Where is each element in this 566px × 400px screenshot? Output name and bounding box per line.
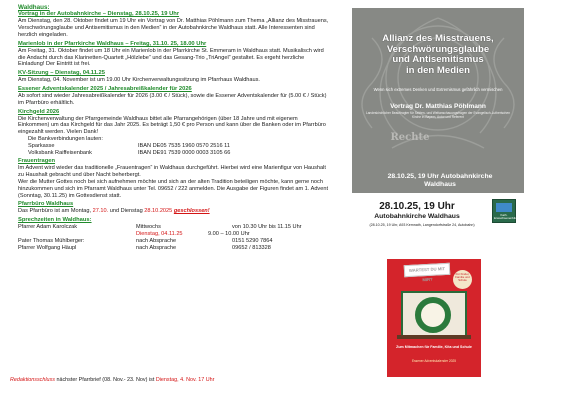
sprechzeiten-row: [18, 238, 330, 245]
kirchgeld-block: [18, 109, 330, 157]
advent-badge: Für Kinder, Familie und Schule: [453, 270, 472, 289]
frauentragen-title: Frauentragen: [18, 158, 56, 165]
advent-section-text: Ab sofort sind wieder Jahresabreißkalender für 2026 (3.00 € / Stück), sowie die Essener Adventskalender für (5.00 € / Stück) im Pfarrbüro erhältlich.: [18, 92, 327, 106]
bank-iban: IBAN DE05 7535 1960 0570 2516 11: [138, 142, 230, 149]
marienlob-text: Am Freitag, 31. Oktober findet um 18 Uhr ein Marienlob in der Pfarrkirche St. Emmeram in Waldhaus statt. Musikalisch wird die Andacht durch das Klarinetten-Quartett „Hölzlebe“ und das Gesang-Trio „TriAngel“ gestaltet. Es ergeht herzliche Einladung! Der Eintritt ist frei.: [18, 47, 324, 68]
banks-intro: Die Bankverbindungen lauten:: [28, 135, 103, 142]
vortrag-title: Vortrag in der Autobahnkirche – Dienstag, 28.10.25, 19 Uhr: [18, 11, 180, 18]
vortrag-block: [18, 11, 330, 38]
sprechzeiten-name: [18, 231, 136, 238]
logo-emblem-icon: [496, 203, 512, 212]
advent-calendar-image: [387, 259, 481, 377]
sprechzeiten-name: Pfarrer Wolfgang Häupl: [18, 244, 77, 251]
event-note: (28.10.25, 19 Uhr, A93 Kemnath, Langendorfstraße 24, Autobahn): [369, 223, 475, 227]
kirchgeld-title: Kirchgeld 2026: [18, 108, 60, 115]
event-place: Autobahnkirche Waldhaus: [374, 213, 460, 220]
advent-foot: Essener Adventskalender 2025: [411, 359, 457, 363]
sprechzeiten-detail: 09652 / 813328: [232, 244, 271, 251]
sprechzeiten-when: nach Absprache: [136, 244, 177, 251]
marienlob-block: [18, 41, 330, 68]
bank-name: Sparkasse: [28, 142, 55, 149]
poster-rechte-word: Rechte: [390, 132, 430, 143]
lecture-poster: [352, 8, 524, 193]
sprechzeiten-when: nach Absprache: [136, 237, 177, 244]
frauentragen-block: [18, 158, 330, 199]
vortrag-text: Am Dienstag, den 28. Oktober findet um 19 Uhr ein Vortrag von Dr. Matthias Pöhlmann zum Thema „Allianz des Misstrauens, Verschwörungsglaube und Antisemitismus in den Medien“ in der Autobahnkirche Waldhaus statt. Alle Interessenten sind herzlich eingeladen.: [18, 18, 329, 38]
poster-title-line: in den Medien: [406, 64, 470, 76]
advent-banner: WARTEST DU MIT MIR?: [404, 263, 451, 277]
wreath-illustration: [415, 297, 451, 333]
sprechzeiten-detail: 0151 5290 7864: [232, 237, 273, 244]
poster-subtitle: Wenn sich extremes Denken und Extremismus gefährlich vermischen: [373, 87, 503, 92]
bank-row: [18, 150, 330, 157]
kirchgeld-text: Die Kirchenverwaltung der Pfarrgemeinde Waldhaus bittet alle Pfarrangehörigen (über 18 Jahre und mit eigenem Einkommen) um das Kirchgeld für das Jahr 2025. Es beträgt 1,50 € pro Person und kann über die Banken oder im Pfarrbüro eingezahlt werden. Vielen Dank!: [18, 115, 326, 136]
pfarrbuero-date-a: 27.10.: [92, 208, 109, 215]
poster-bottom: [360, 173, 520, 189]
marienlob-title: Marienlob in der Pfarrkirche Waldhaus – Freitag, 31.10. 25, 18.00 Uhr: [18, 40, 207, 47]
kv-block: [18, 70, 330, 84]
section-title: Waldhaus:: [18, 4, 50, 11]
redaktion-text: nächster Pfarrbrief (08. Nov.- 23. Nov) ist: [54, 377, 156, 383]
sprechzeiten-title: Sprechzeiten in Waldhaus:: [18, 217, 92, 224]
redaktion-note: [10, 377, 214, 383]
poster-title-line: und Antisemitismus: [392, 54, 484, 66]
sprechzeiten-when: Dienstag, 04.11.25: [136, 230, 183, 237]
pfarrbuero-title: Pfarrbüro Waldhaus: [18, 201, 74, 208]
poster-bottom-line: 28.10.25, 19 Uhr Autobahnkirche: [387, 173, 493, 180]
redaktion-label: Redaktionsschluss: [10, 377, 55, 383]
window-sill: [397, 335, 471, 339]
pfarrbuero-text-a: Das Pfarrbüro ist am Montag,: [18, 208, 93, 215]
frauentragen-text-2: Wer die Mutter Gottes noch bei sich aufnehmen möchte und sich an der alten Tradition beteiligen möchte, kann gerne noch hinzukommen und sich im Pfarramt Waldhaus unter Tel. 09652 / 222 anmelden. Die Ausgabe der Figuren findet am 1. Advent (Sonntag, 30.11.25) im Gottesdienst statt.: [18, 178, 329, 199]
pfarrbuero-text-b: und Dienstag: [108, 208, 145, 215]
pfarrbuero-text: [18, 208, 330, 215]
advent-section-title: Essener Adventskalender 2025 / Jahresabreißkalender für 2026: [18, 85, 192, 92]
poster-title-line: Allianz des Misstrauens,: [382, 33, 494, 44]
advent-section-block: [18, 86, 330, 107]
sprechzeiten-name: Pfarrer Adam Karolczak: [18, 224, 78, 231]
poster-bottom-line: Waldhaus: [424, 181, 456, 188]
sprechzeiten-name: Pater Thomas Mühlberger:: [18, 237, 85, 244]
pfarrbuero-closed: geschlossen!: [173, 208, 210, 215]
sprechzeiten-when: Mittwochs: [136, 224, 161, 231]
keb-logo: [492, 199, 522, 223]
sprechzeiten-detail: von 10.30 Uhr bis 11.15 Uhr: [232, 224, 302, 231]
poster-title-line: Verschwörungsglaube: [386, 43, 490, 55]
advent-text: Zum Mitmachen für Familie, Kita und Schule: [396, 345, 472, 349]
pfarrbuero-date-b: 28.10.2025: [144, 208, 173, 215]
sprechzeiten-row: [18, 231, 330, 238]
event-date: 28.10.25, 19 Uhr: [379, 201, 455, 212]
pfarrbuero-block: [18, 201, 330, 215]
kv-text: Am Dienstag, 04. November ist um 19.00 Uhr Kirchenverwaltungssitzung im Pfarrhaus Waldhaus.: [18, 77, 260, 84]
sprechzeiten-detail: 9.00 – 10.00 Uhr: [208, 230, 250, 237]
poster-title: [356, 34, 520, 76]
poster-speaker: Vortrag Dr. Matthias Pöhlmann: [390, 103, 486, 110]
sprechzeiten-row: [18, 245, 330, 252]
bank-name: Volksbank Raiffeisenbank: [28, 149, 92, 156]
kv-title: KV-Sitzung – Dienstag, 04.11.25: [18, 70, 105, 77]
redaktion-date: Dienstag, 4. Nov. 17 Uhr: [155, 377, 215, 383]
sprechzeiten-block: [18, 217, 330, 251]
poster-bio: Landeskirchlicher Beauftragter für Sekten- und Weltanschauungsfragen der Evangelisch-Lutherischen Kirche in Bayern, Autor und Referent: [366, 111, 510, 119]
sprechzeiten-row: [18, 224, 330, 231]
frauentragen-text-1: Im Advent wird wieder das traditionelle „Frauentragen“ in Waldhaus durchgeführt. Hierbei wird eine Marienfigur von Haushalt zu Haushalt gebracht und über Nacht beherbergt.: [18, 165, 326, 179]
bank-iban: IBAN DE91 7539 0000 0003 3105 66: [138, 149, 231, 156]
bank-row: [18, 143, 330, 150]
announcement-column: [18, 4, 330, 253]
logo-text: Kath. Erwachsenenbildung: [494, 213, 522, 221]
